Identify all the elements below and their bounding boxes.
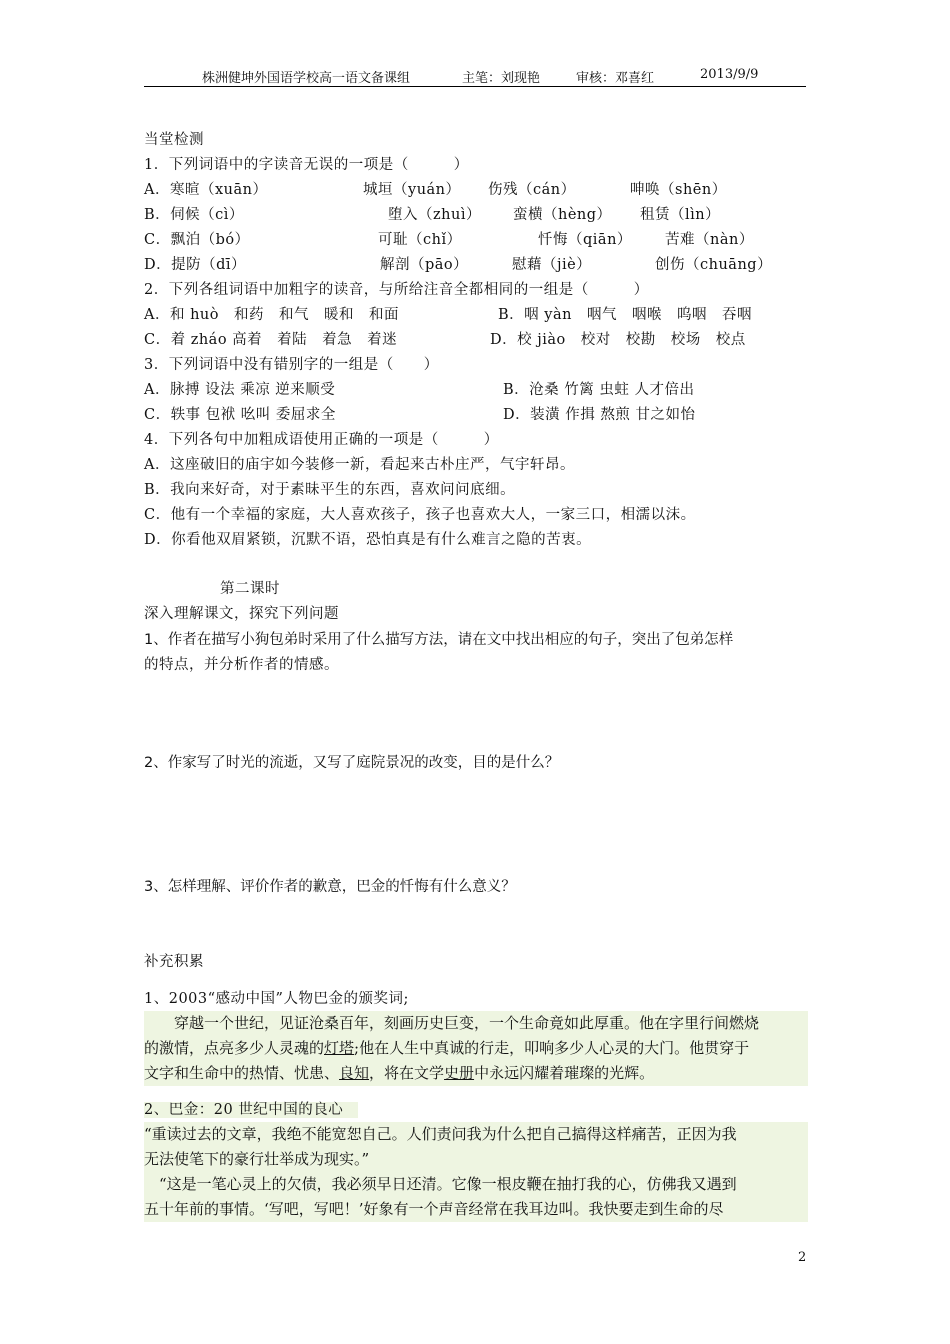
lesson2-question-1: 1、作者在描写小狗包弟时采用了什么描写方法，请在文中找出相应的句子，突出了包弟怎样 xyxy=(144,632,734,648)
bajin-quote-paragraph xyxy=(144,1122,808,1222)
q4-option-a: A．这座破旧的庙宇如今装修一新，看起来古朴庄严，气宇轩昂。 xyxy=(144,457,575,473)
q3-option-a: A．脉搏 设法 乘凉 逆来顺受 xyxy=(144,382,336,398)
q1-option: 蛮横（hèng） xyxy=(513,207,612,223)
q1-option: 忏悔（qiān） xyxy=(538,232,632,248)
award-speech-line: 文字和生命中的热情、忧患、良知，将在文学史册中永远闪耀着璀璨的光辉。 xyxy=(144,1064,655,1082)
header-date: 2013/9/9 xyxy=(700,67,759,82)
q1-option: 城垣（yuán） xyxy=(363,182,461,198)
q1-option: 慰藉（jiè） xyxy=(512,257,592,273)
quote-line: 无法使笔下的豪行壮举成为现实。” xyxy=(144,1150,370,1168)
quote-line: “这是一笔心灵上的欠债，我必须早日还清。它像一根皮鞭在抽打我的心，仿佛我又遇到 xyxy=(144,1175,737,1193)
q4-stem: 4．下列各句中加粗成语使用正确的一项是（ ） xyxy=(144,432,499,448)
quote-line: “重读过去的文章，我绝不能宽恕自己。人们责问我为什么把自己搞得这样痛苦，正因为我 xyxy=(144,1125,737,1143)
q2-option-b: B．咽 yàn 咽气 咽喉 呜咽 吞咽 xyxy=(498,307,752,323)
underlined-word: 史册 xyxy=(444,1064,475,1082)
q1-option: 创伤（chuāng） xyxy=(655,257,773,273)
q4-option-c: C．他有一个幸福的家庭，大人喜欢孩子，孩子也喜欢大人，一家三口，相濡以沫。 xyxy=(144,507,696,523)
q1-option: 解剖（pāo） xyxy=(380,257,469,273)
q1-option: C．飘泊（bó） xyxy=(144,232,250,248)
supplement-item-2-title: 2、巴金：20 世纪中国的良心 xyxy=(144,1098,358,1119)
header-reviewer: 审核：邓喜红 xyxy=(576,71,655,86)
header-author: 主笔：刘现艳 xyxy=(462,71,541,86)
quote-line: 五十年前的事情。‘写吧，写吧！’好象有一个声音经常在我耳边叫。我快要走到生命的尽 xyxy=(144,1200,724,1218)
award-speech-line: 穿越一个世纪，见证沧桑百年，刻画历史巨变，一个生命竟如此厚重。他在字里行间燃烧 xyxy=(144,1014,760,1032)
underlined-word: 良知 xyxy=(339,1064,370,1082)
q1-option: A．寒暄（xuān） xyxy=(144,182,268,198)
q1-option: 伤残（cán） xyxy=(488,182,576,198)
page-header xyxy=(144,66,806,87)
lesson2-question-3: 3、怎样理解、评价作者的歉意，巴金的忏悔有什么意义？ xyxy=(144,879,516,895)
q1-option: 呻唤（shēn） xyxy=(630,182,727,198)
q2-option-d: D．校 jiào 校对 校勘 校场 校点 xyxy=(490,332,746,348)
q4-option-b: B．我向来好奇，对于素昧平生的东西，喜欢问问底细。 xyxy=(144,482,516,498)
q1-stem: 1．下列词语中的字读音无误的一项是（ ） xyxy=(144,157,469,173)
q3-option-b: B．沧桑 竹篱 虫蛀 人才倍出 xyxy=(503,382,695,398)
q3-option-c: C．轶事 包袱 吆叫 委屈求全 xyxy=(144,407,336,423)
q2-option-a: A．和 huò 和药 和气 暖和 和面 xyxy=(144,307,399,323)
award-speech-paragraph xyxy=(144,1011,808,1086)
q3-option-d: D．装潢 作揖 熬煎 甘之如怡 xyxy=(503,407,696,423)
page-number: 2 xyxy=(798,1250,807,1265)
q1-option: 苦难（nàn） xyxy=(665,232,754,248)
q1-option: 租赁（lìn） xyxy=(640,207,721,223)
q1-option: B．伺候（cì） xyxy=(144,207,244,223)
q1-option: 堕入（zhuì） xyxy=(388,207,481,223)
q3-stem: 3．下列词语中没有错别字的一组是（ ） xyxy=(144,357,439,373)
award-speech-line: 的激情，点亮多少人灵魂的灯塔;他在人生中真诚的行走，叩响多少人心灵的大门。他贯穿于 xyxy=(144,1039,750,1057)
lesson2-question-1-cont: 的特点，并分析作者的情感。 xyxy=(144,657,339,673)
quiz-title: 当堂检测 xyxy=(144,132,204,148)
q2-stem: 2．下列各组词语中加粗字的读音，与所给注音全都相同的一组是（ ） xyxy=(144,282,649,298)
header-school: 株洲健坤外国语学校高一语文备课组 xyxy=(202,71,411,86)
q1-option: 可耻（chǐ） xyxy=(378,232,462,248)
q4-option-d: D．你看他双眉紧锁，沉默不语，恐怕真是有什么难言之隐的苦衷。 xyxy=(144,532,592,548)
lesson2-title: 第二课时 xyxy=(220,581,280,597)
lesson2-question-2: 2、作家写了时光的流逝，又写了庭院景况的改变，目的是什么？ xyxy=(144,755,560,771)
supplement-item-1-title: 1、2003“感动中国”人物巴金的颁奖词; xyxy=(144,991,409,1007)
supplement-title: 补充积累 xyxy=(144,954,204,970)
q2-option-c: C．着 zháo 高着 着陆 着急 着迷 xyxy=(144,332,398,348)
underlined-word: 灯塔 xyxy=(324,1039,355,1057)
lesson2-intro: 深入理解课文，探究下列问题 xyxy=(144,606,339,622)
q1-option: D．提防（dī） xyxy=(144,257,247,273)
